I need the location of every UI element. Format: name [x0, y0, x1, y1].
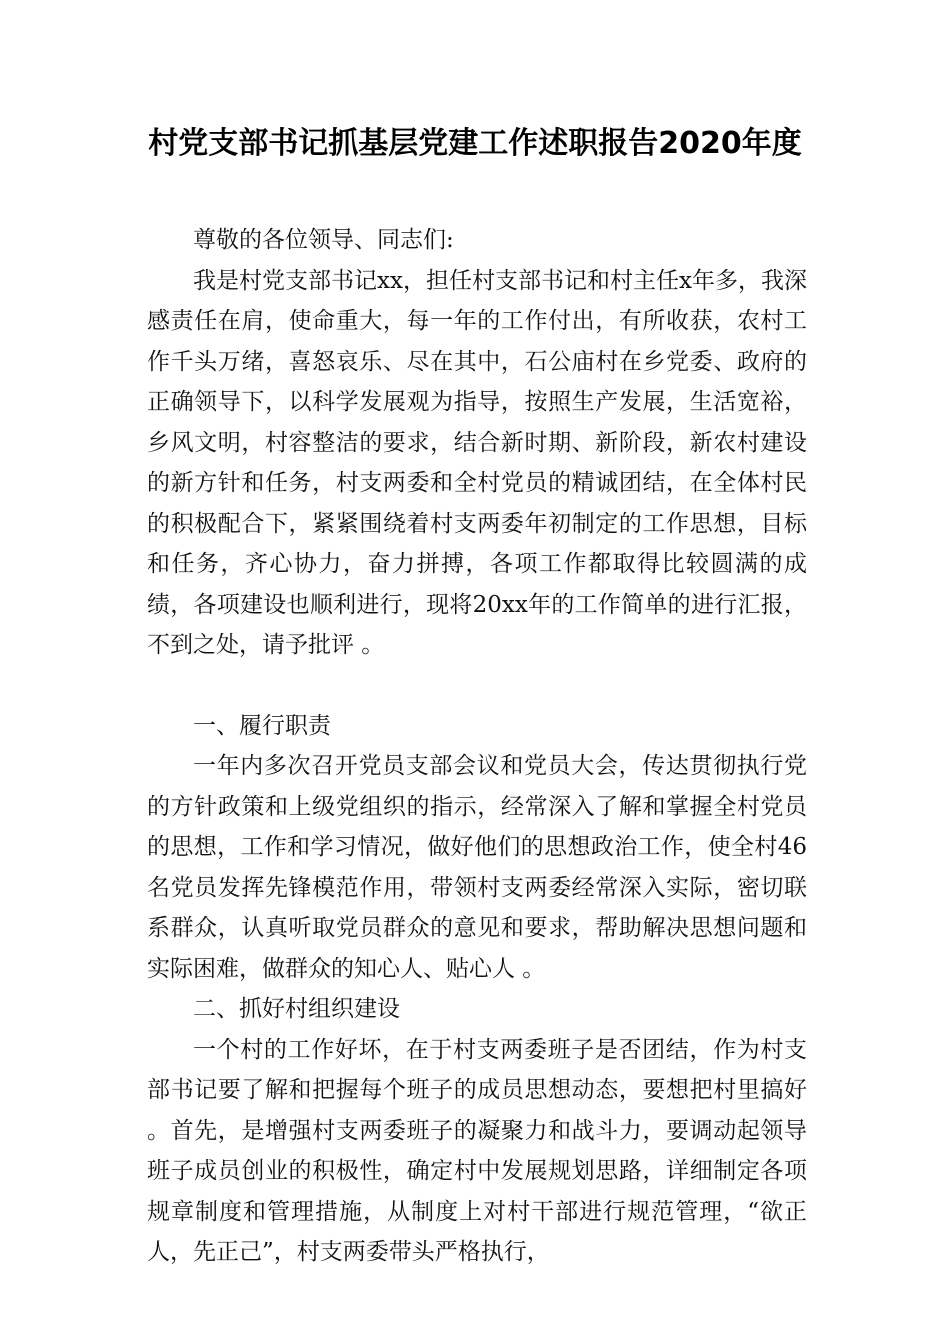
section-heading-2: 二、抓好村组织建设 [193, 996, 400, 1022]
section-1-paragraph: 一年内多次召开党员支部会议和党员大会，传达贯彻执行党的方针政策和上级党组织的指示，经常深入了解和掌握全村党员的思想，工作和学习情况，做好他们的思想政治工作，使全村46名党员发挥先锋模范作用，带领村支两委经常深入实际，密切联系群众，认真听取党员群众的意见和要求，帮助解决思想问题和实际困难，做群众的知心人、贴心人 。 [147, 753, 807, 982]
intro-paragraph: 我是村党支部书记xx，担任村支部书记和村主任x年多，我深感责任在肩，使命重大，每一年的工作付出，有所收获，农村工作千头万绪，喜怒哀乐、尽在其中，石公庙村在乡党委、政府的正确领导下，以科学发展观为指导，按照生产发展，生活宽裕，乡风文明，村容整洁的要求，结合新时期、新阶段，新农村建设的新方针和任务，村支两委和全村党员的精诚团结，在全体村民的积极配合下，紧紧围绕着村支两委年初制定的工作思想，目标和任务，齐心协力，奋力拼搏，各项工作都取得比较圆满的成绩，各项建设也顺利进行，现将20xx年的工作简单的进行汇报，不到之处，请予批评 。 [147, 267, 807, 658]
salutation: 尊敬的各位领导、同志们: [193, 227, 454, 253]
section-2-paragraph: 一个村的工作好坏，在于村支两委班子是否团结，作为村支部书记要了解和把握每个班子的成员思想动态，要想把村里搞好 。首先，是增强村支两委班子的凝聚力和战斗力，要调动起领导班子成员创业的积极性，确定村中发展规划思路，详细制定各项规章制度和管理措施，从制度上对村干部进行规范管理，“欲正人，先正己”，村支两委带头严格执行， [147, 1036, 807, 1265]
document-title: 村党支部书记抓基层党建工作述职报告2020年度 [148, 126, 802, 161]
section-heading-1: 一、履行职责 [193, 712, 331, 739]
document-body [147, 220, 807, 1273]
